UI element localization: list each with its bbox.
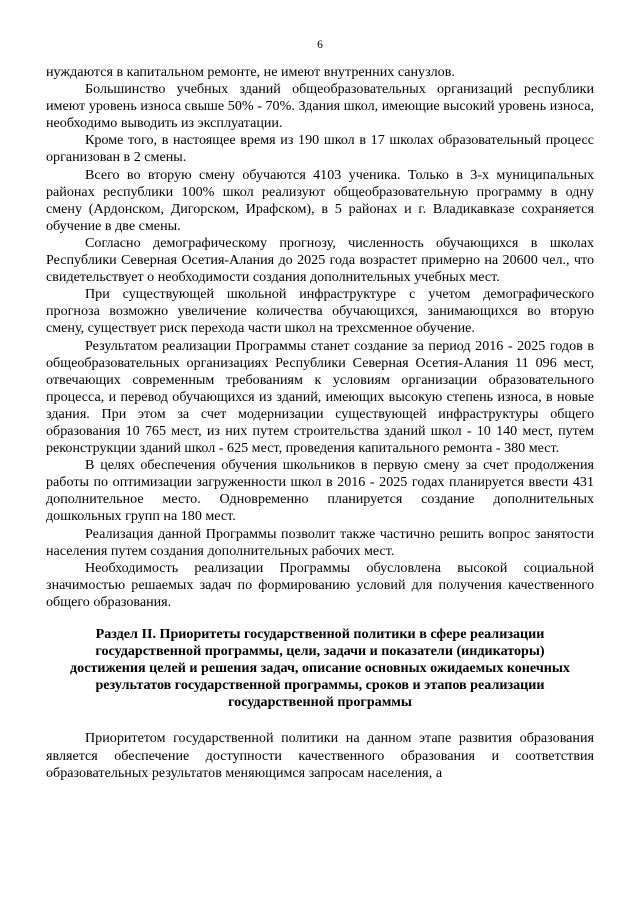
paragraph-program-result: Результатом реализации Программы станет создание за период 2016 - 2025 годов в общеобразовательных организациях Республики Северная Осетия-Алания 11 096 мест, отвечающих современным требованиям к условиям организации образовательного процесса, и перевод обучающихся из зданий, имеющих высокую степень износа, в новые здания. При этом за счет модернизации существующей инфраструктуры общего образования 10 765 мест, из них путем строительства зданий школ - 10 140 мест, путем реконструкции зданий школ - 625 мест, проведения капитального ремонта - 380 мест. [46, 337, 594, 457]
paragraph-first-shift-goal: В целях обеспечения обучения школьников в первую смену за счет продолжения работы по оптимизации загруженности школ в 2016 - 2025 годах планируется ввести 431 дополнительное место. Одновременно планируется создание дополнительных дошкольных групп на 180 мест. [46, 457, 594, 525]
paragraph-continuation: нуждаются в капитальном ремонте, не имеют внутренних санузлов. [46, 64, 455, 80]
paragraph-employment: Реализация данной Программы позволит также частично решить вопрос занятости населения путем создания дополнительных рабочих мест. [46, 525, 594, 559]
paragraph-second-shift-students: Всего во вторую смену обучаются 4103 ученика. Только в 3-х муниципальных районах республики 100% школ реализуют общеобразовательную программу в одну смену (Ардонском, Дигорском, Ирафском), в 5 районах и г. Владикавказе сохраняется обучение в две смены. [46, 166, 594, 234]
page-content [46, 64, 594, 782]
paragraph-building-wear: Большинство учебных зданий общеобразовательных организаций республики имеют уровень износа свыше 50% - 70%. Здания школ, имеющие высокий уровень износа, необходимо выводить из эксплуатации. [46, 81, 594, 132]
paragraph-demographic-forecast: Согласно демографическому прогнозу, численность обучающихся в школах Республики Северная Осетия-Алания до 2025 года возрастет примерно на 20600 чел., что свидетельствует о необходимости создания дополнительных учебных мест. [46, 234, 594, 286]
section-heading: Раздел II. Приоритеты государственной политики в сфере реализации государственной программы, цели, задачи и показатели (индикаторы) достижения целей и решения задач, описание основных ожидаемых конечных результатов государственной программы, сроков и этапов реализации государственной программы [70, 626, 570, 711]
page-number: 6 [317, 39, 323, 51]
paragraph-infrastructure-risk: При существующей школьной инфраструктуре с учетом демографического прогноза возможно увеличение количества обучающихся, занимающихся во вторую смену, существует риск перехода части школ на трехсменное обучение. [46, 286, 594, 337]
paragraph-priority: Приоритетом государственной политики на данном этапе развития образования является обеспечение доступности качественного образования и соответствия образовательных результатов меняющимся запросам населения, а [46, 730, 594, 781]
paragraph-necessity: Необходимость реализации Программы обусловлена высокой социальной значимостью решаемых задач по формированию условий для получения качественного общего образования. [46, 559, 594, 610]
paragraph-two-shifts: Кроме того, в настоящее время из 190 школ в 17 школах образовательный процесс организован в 2 смены. [46, 132, 594, 166]
